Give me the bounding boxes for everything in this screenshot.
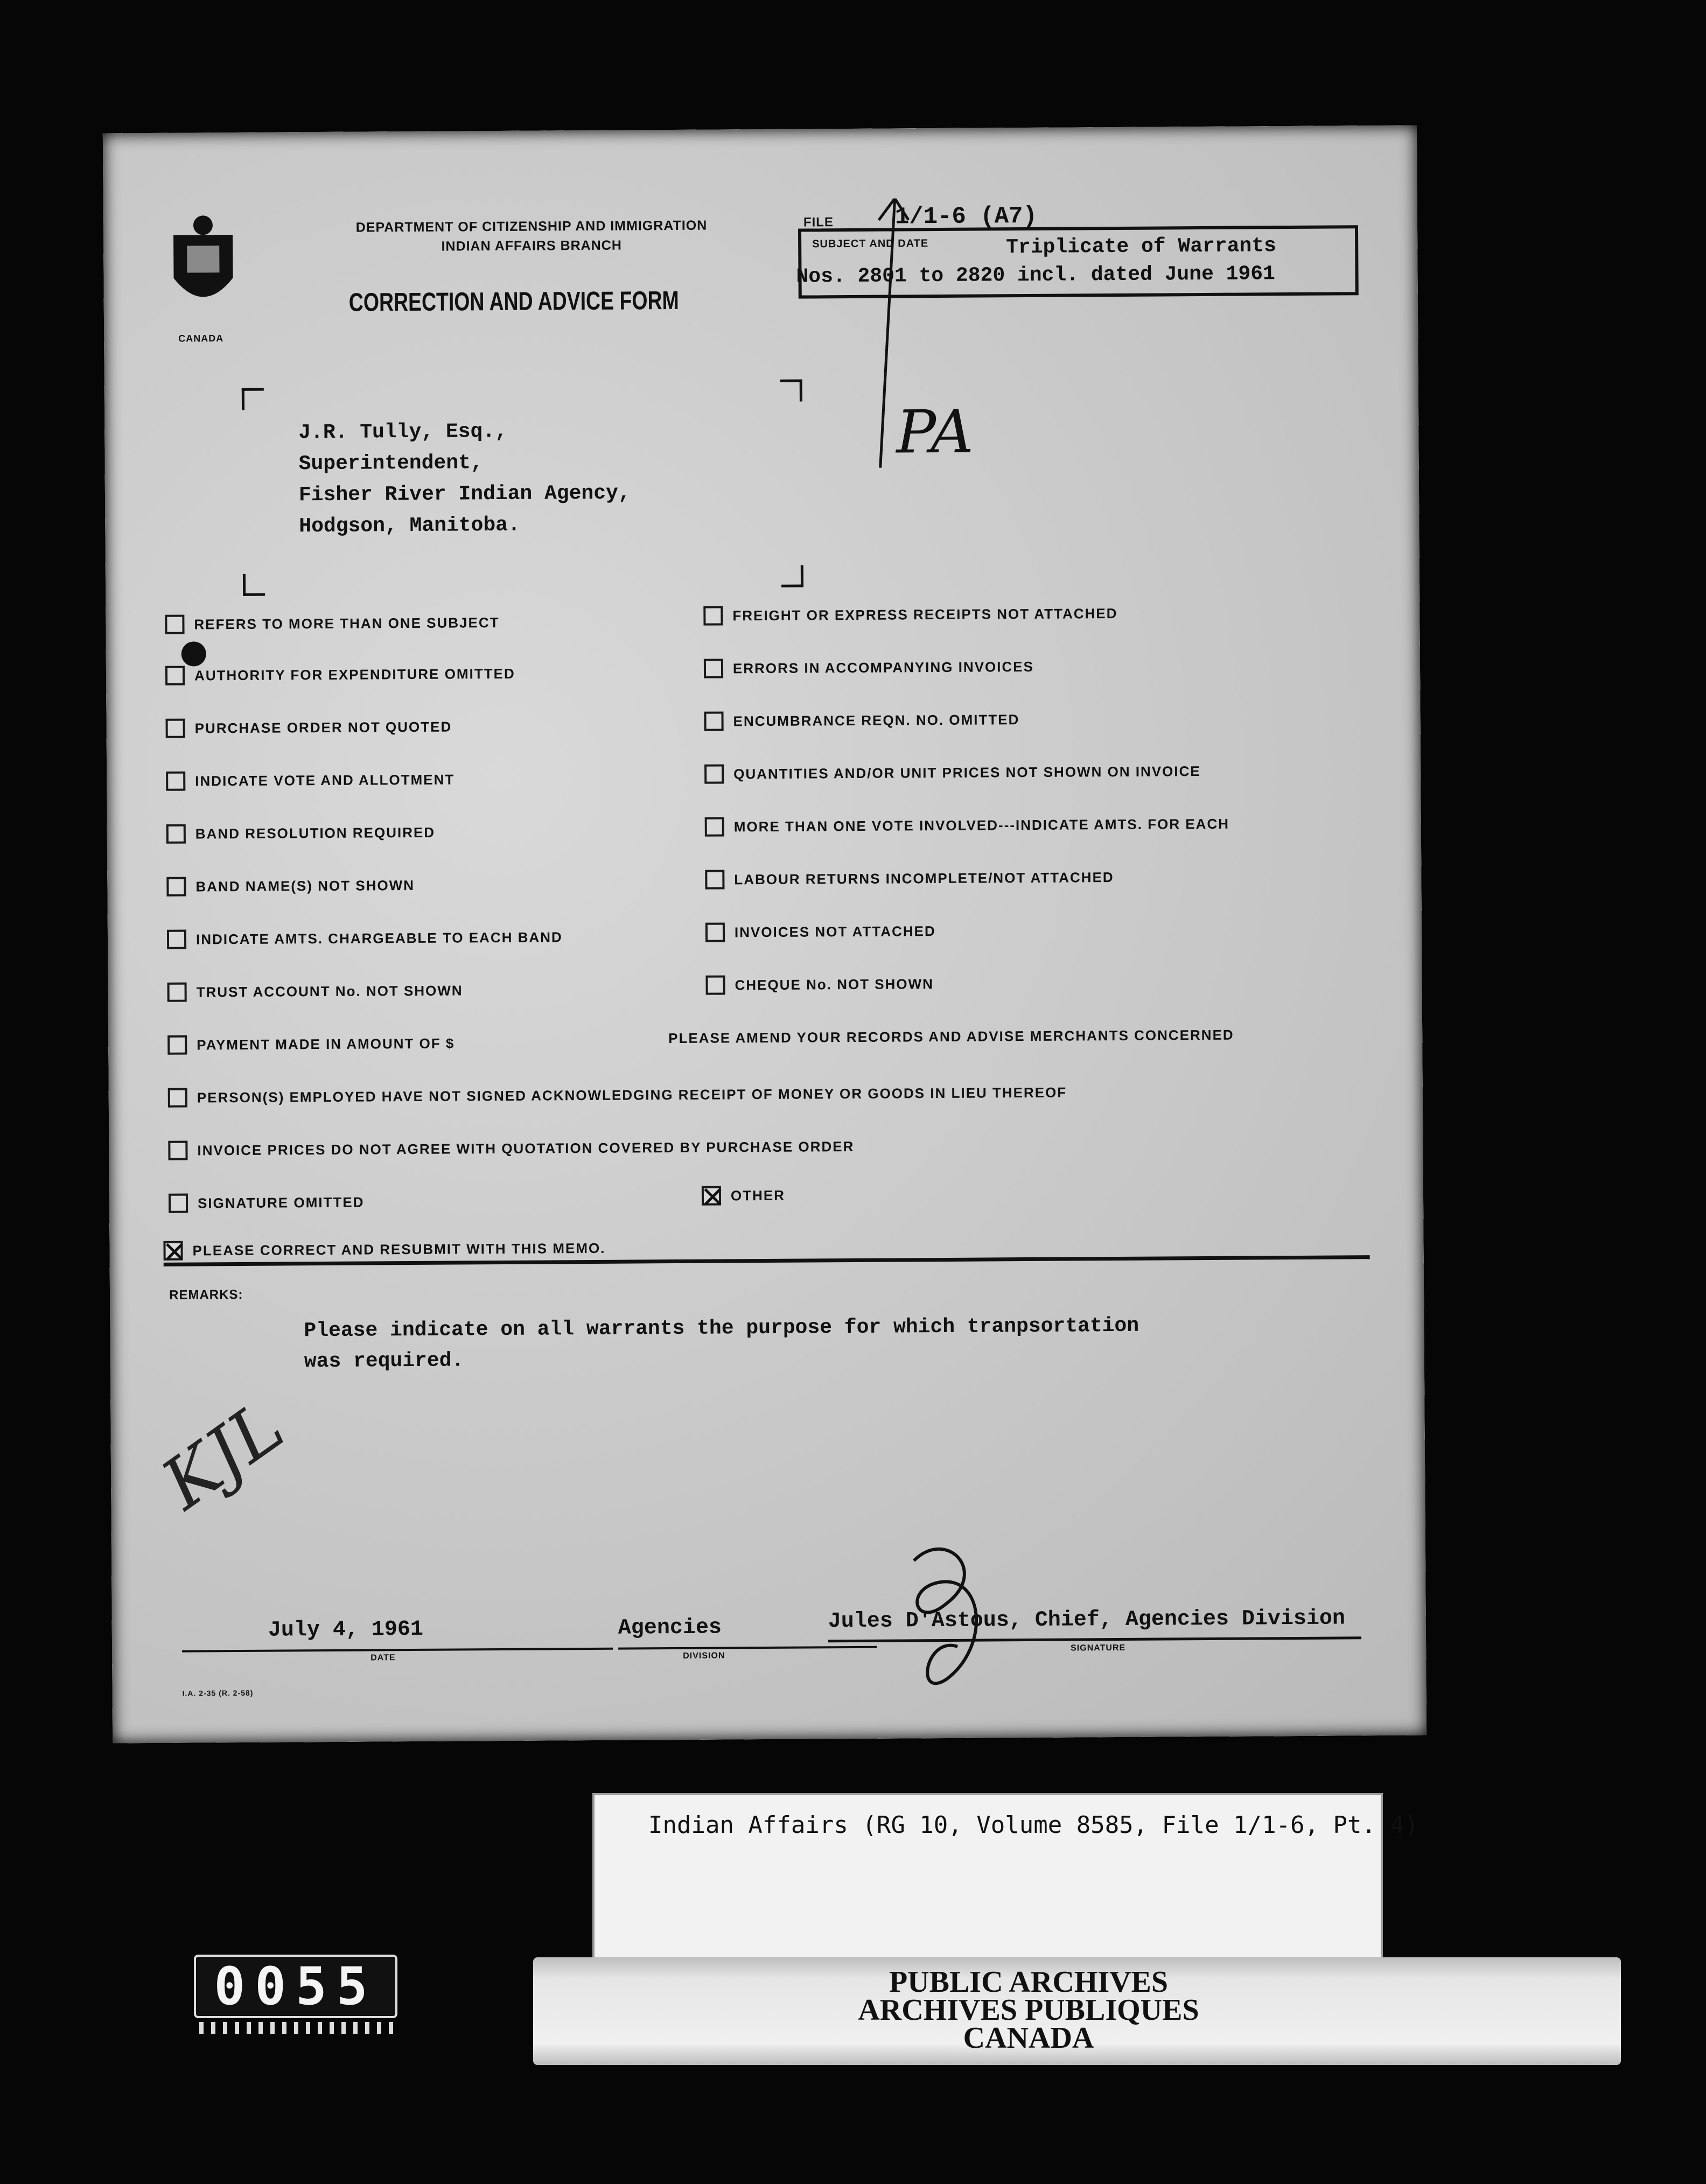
checkbox[interactable] xyxy=(705,975,725,995)
frame-counter xyxy=(194,1955,397,2018)
address-corner-tr xyxy=(780,380,802,402)
address-line: Hodgson, Manitoba. xyxy=(299,513,520,538)
archives-text xyxy=(759,1965,1298,2055)
checkbox[interactable] xyxy=(705,870,724,889)
checkbox-row[interactable] xyxy=(705,867,1114,890)
checkbox[interactable] xyxy=(704,659,723,678)
resubmit-checkbox-row[interactable] xyxy=(163,1238,605,1261)
film-label-text: Indian Affairs (RG 10, Volume 8585, File 1/1-6, Pt. 4) xyxy=(648,1811,1419,1839)
checkbox-label: INVOICES NOT ATTACHED xyxy=(734,922,936,940)
checkbox-row[interactable] xyxy=(704,761,1201,784)
checkbox-row[interactable] xyxy=(166,876,415,897)
checkbox-row[interactable] xyxy=(168,1083,1067,1108)
address-line: Fisher River Indian Agency, xyxy=(298,481,631,507)
checkbox-label: PAYMENT MADE IN AMOUNT OF $ xyxy=(197,1035,455,1053)
handwritten-initials-pa: PA xyxy=(896,397,974,467)
address-line: J.R. Tully, Esq., xyxy=(298,419,508,445)
punch-hole-dot xyxy=(181,641,206,666)
checkbox-label: OTHER xyxy=(730,1187,786,1203)
public-archives-stamp xyxy=(533,1957,1621,2065)
date-label: DATE xyxy=(370,1653,396,1663)
checkbox[interactable] xyxy=(167,1035,187,1055)
address-block xyxy=(298,416,631,543)
checkbox-label: PERSON(S) EMPLOYED HAVE NOT SIGNED ACKNOWLEDGING RECEIPT OF MONEY OR GOODS IN LIEU THEREOF xyxy=(197,1084,1067,1105)
checkbox-label: LABOUR RETURNS INCOMPLETE/NOT ATTACHED xyxy=(734,869,1114,887)
other-checkbox-row[interactable] xyxy=(702,1186,785,1206)
checkbox[interactable] xyxy=(705,817,724,836)
checkbox-row[interactable] xyxy=(703,604,1117,626)
checkbox[interactable] xyxy=(165,666,185,685)
file-label: FILE xyxy=(803,215,834,230)
address-line: Superintendent, xyxy=(298,451,483,476)
amend-note: PLEASE AMEND YOUR RECORDS AND ADVISE MERCHANTS CONCERNED xyxy=(668,1026,1234,1047)
checkbox[interactable] xyxy=(704,764,724,783)
checkbox-checked[interactable] xyxy=(163,1241,183,1261)
checkbox-label: PLEASE CORRECT AND RESUBMIT WITH THIS MEMO. xyxy=(192,1240,606,1259)
checkbox-row[interactable] xyxy=(166,717,452,738)
checkbox[interactable] xyxy=(704,711,723,731)
checkbox[interactable] xyxy=(166,877,186,897)
checkbox-label: BAND NAME(S) NOT SHOWN xyxy=(195,877,415,894)
division-line xyxy=(618,1646,877,1650)
checkbox-row[interactable] xyxy=(167,1034,455,1055)
checkbox-label: FREIGHT OR EXPRESS RECEIPTS NOT ATTACHED xyxy=(732,605,1118,624)
signature-value: Jules D'Astous, Chief, Agencies Division xyxy=(828,1606,1346,1634)
checkbox-label: TRUST ACCOUNT No. NOT SHOWN xyxy=(196,982,463,1000)
checkbox[interactable] xyxy=(169,1194,188,1213)
branch-name: INDIAN AFFAIRS BRANCH xyxy=(441,237,622,254)
remarks-label: REMARKS: xyxy=(169,1287,243,1303)
subject-line-2: Nos. 2801 to 2820 incl. dated June 1961 xyxy=(796,262,1276,289)
checkbox-row[interactable] xyxy=(166,770,455,791)
film-ticks xyxy=(199,2022,393,2034)
subject-label: SUBJECT AND DATE xyxy=(812,237,929,250)
archives-line: ARCHIVES PUBLIQUES xyxy=(858,1993,1199,2027)
remarks-line-1: Please indicate on all warrants the purpose for which tranpsortation xyxy=(304,1314,1139,1343)
frame-number: 0055 xyxy=(214,1956,377,2017)
checkbox-label: ERRORS IN ACCOMPANYING INVOICES xyxy=(732,658,1034,676)
checkbox[interactable] xyxy=(705,922,725,942)
checkbox-label: QUANTITIES AND/OR UNIT PRICES NOT SHOWN ON INVOICE xyxy=(733,762,1201,782)
date-value: July 4, 1961 xyxy=(268,1617,424,1643)
checkbox[interactable] xyxy=(167,930,186,949)
checkbox[interactable] xyxy=(165,615,184,634)
checkbox-label: BAND RESOLUTION REQUIRED xyxy=(195,824,436,842)
checkbox-label: CHEQUE No. NOT SHOWN xyxy=(735,975,934,993)
checkbox-row[interactable] xyxy=(705,974,934,995)
remarks-line-2: was required. xyxy=(304,1349,464,1374)
form-title: CORRECTION AND ADVICE FORM xyxy=(348,286,679,317)
checkbox[interactable] xyxy=(168,1141,187,1160)
checkbox-label: ENCUMBRANCE REQN. NO. OMITTED xyxy=(733,711,1020,729)
checkbox-row[interactable] xyxy=(166,823,435,844)
file-number: 1/1-6 (A7) xyxy=(894,202,1038,231)
division-label: DIVISION xyxy=(683,1651,725,1661)
checkbox[interactable] xyxy=(167,983,187,1002)
checkbox-row[interactable] xyxy=(704,657,1034,678)
checkbox-label: REFERS TO MORE THAN ONE SUBJECT xyxy=(194,614,500,632)
form-code: I.A. 2-35 (R. 2-58) xyxy=(182,1688,254,1698)
checkbox-row[interactable] xyxy=(705,921,936,942)
handwritten-signature xyxy=(882,1538,1017,1712)
crest-caption: CANADA xyxy=(178,333,224,344)
checkbox[interactable] xyxy=(166,824,186,844)
checkbox-label: AUTHORITY FOR EXPENDITURE OMITTED xyxy=(194,665,515,683)
checkbox-label: INDICATE AMTS. CHARGEABLE TO EACH BAND xyxy=(195,928,563,947)
checkbox-label: PURCHASE ORDER NOT QUOTED xyxy=(194,718,452,736)
checkbox-row[interactable] xyxy=(167,981,463,1002)
checkbox[interactable] xyxy=(168,1088,187,1108)
signature-label: SIGNATURE xyxy=(1071,1643,1126,1653)
subject-line-1: Triplicate of Warrants xyxy=(1006,234,1277,260)
department-name: DEPARTMENT OF CITIZENSHIP AND IMMIGRATION xyxy=(355,218,708,235)
checkbox[interactable] xyxy=(703,606,723,625)
canada-crest-icon xyxy=(163,213,244,321)
checkbox-label: SIGNATURE OMITTED xyxy=(197,1194,365,1211)
address-corner-br xyxy=(781,565,803,587)
handwritten-initials-kjl: KJL xyxy=(147,1385,298,1525)
checkbox-label: INVOICE PRICES DO NOT AGREE WITH QUOTATION COVERED BY PURCHASE ORDER xyxy=(197,1138,855,1158)
address-corner-tl xyxy=(242,388,264,410)
address-corner-bl xyxy=(243,574,265,596)
checkbox[interactable] xyxy=(166,719,185,738)
archives-line: CANADA xyxy=(963,2021,1094,2055)
checkbox-label: MORE THAN ONE VOTE INVOLVED---INDICATE AMTS. FOR EACH xyxy=(733,815,1230,835)
checkbox-row[interactable] xyxy=(167,927,563,949)
checkbox-label: INDICATE VOTE AND ALLOTMENT xyxy=(195,771,455,789)
checkbox-row[interactable] xyxy=(165,613,499,634)
correction-advice-form xyxy=(103,125,1427,1744)
checkbox[interactable] xyxy=(166,772,185,791)
date-line xyxy=(182,1648,613,1653)
checkbox-row[interactable] xyxy=(168,1137,854,1160)
checkbox-row[interactable] xyxy=(165,664,515,685)
checkbox-row[interactable] xyxy=(704,710,1019,731)
checkbox-row[interactable] xyxy=(169,1193,365,1213)
checkbox-checked[interactable] xyxy=(702,1186,721,1206)
archives-line: PUBLIC ARCHIVES xyxy=(889,1965,1169,1999)
checkbox-row[interactable] xyxy=(705,814,1229,837)
division-value: Agencies xyxy=(618,1615,722,1641)
